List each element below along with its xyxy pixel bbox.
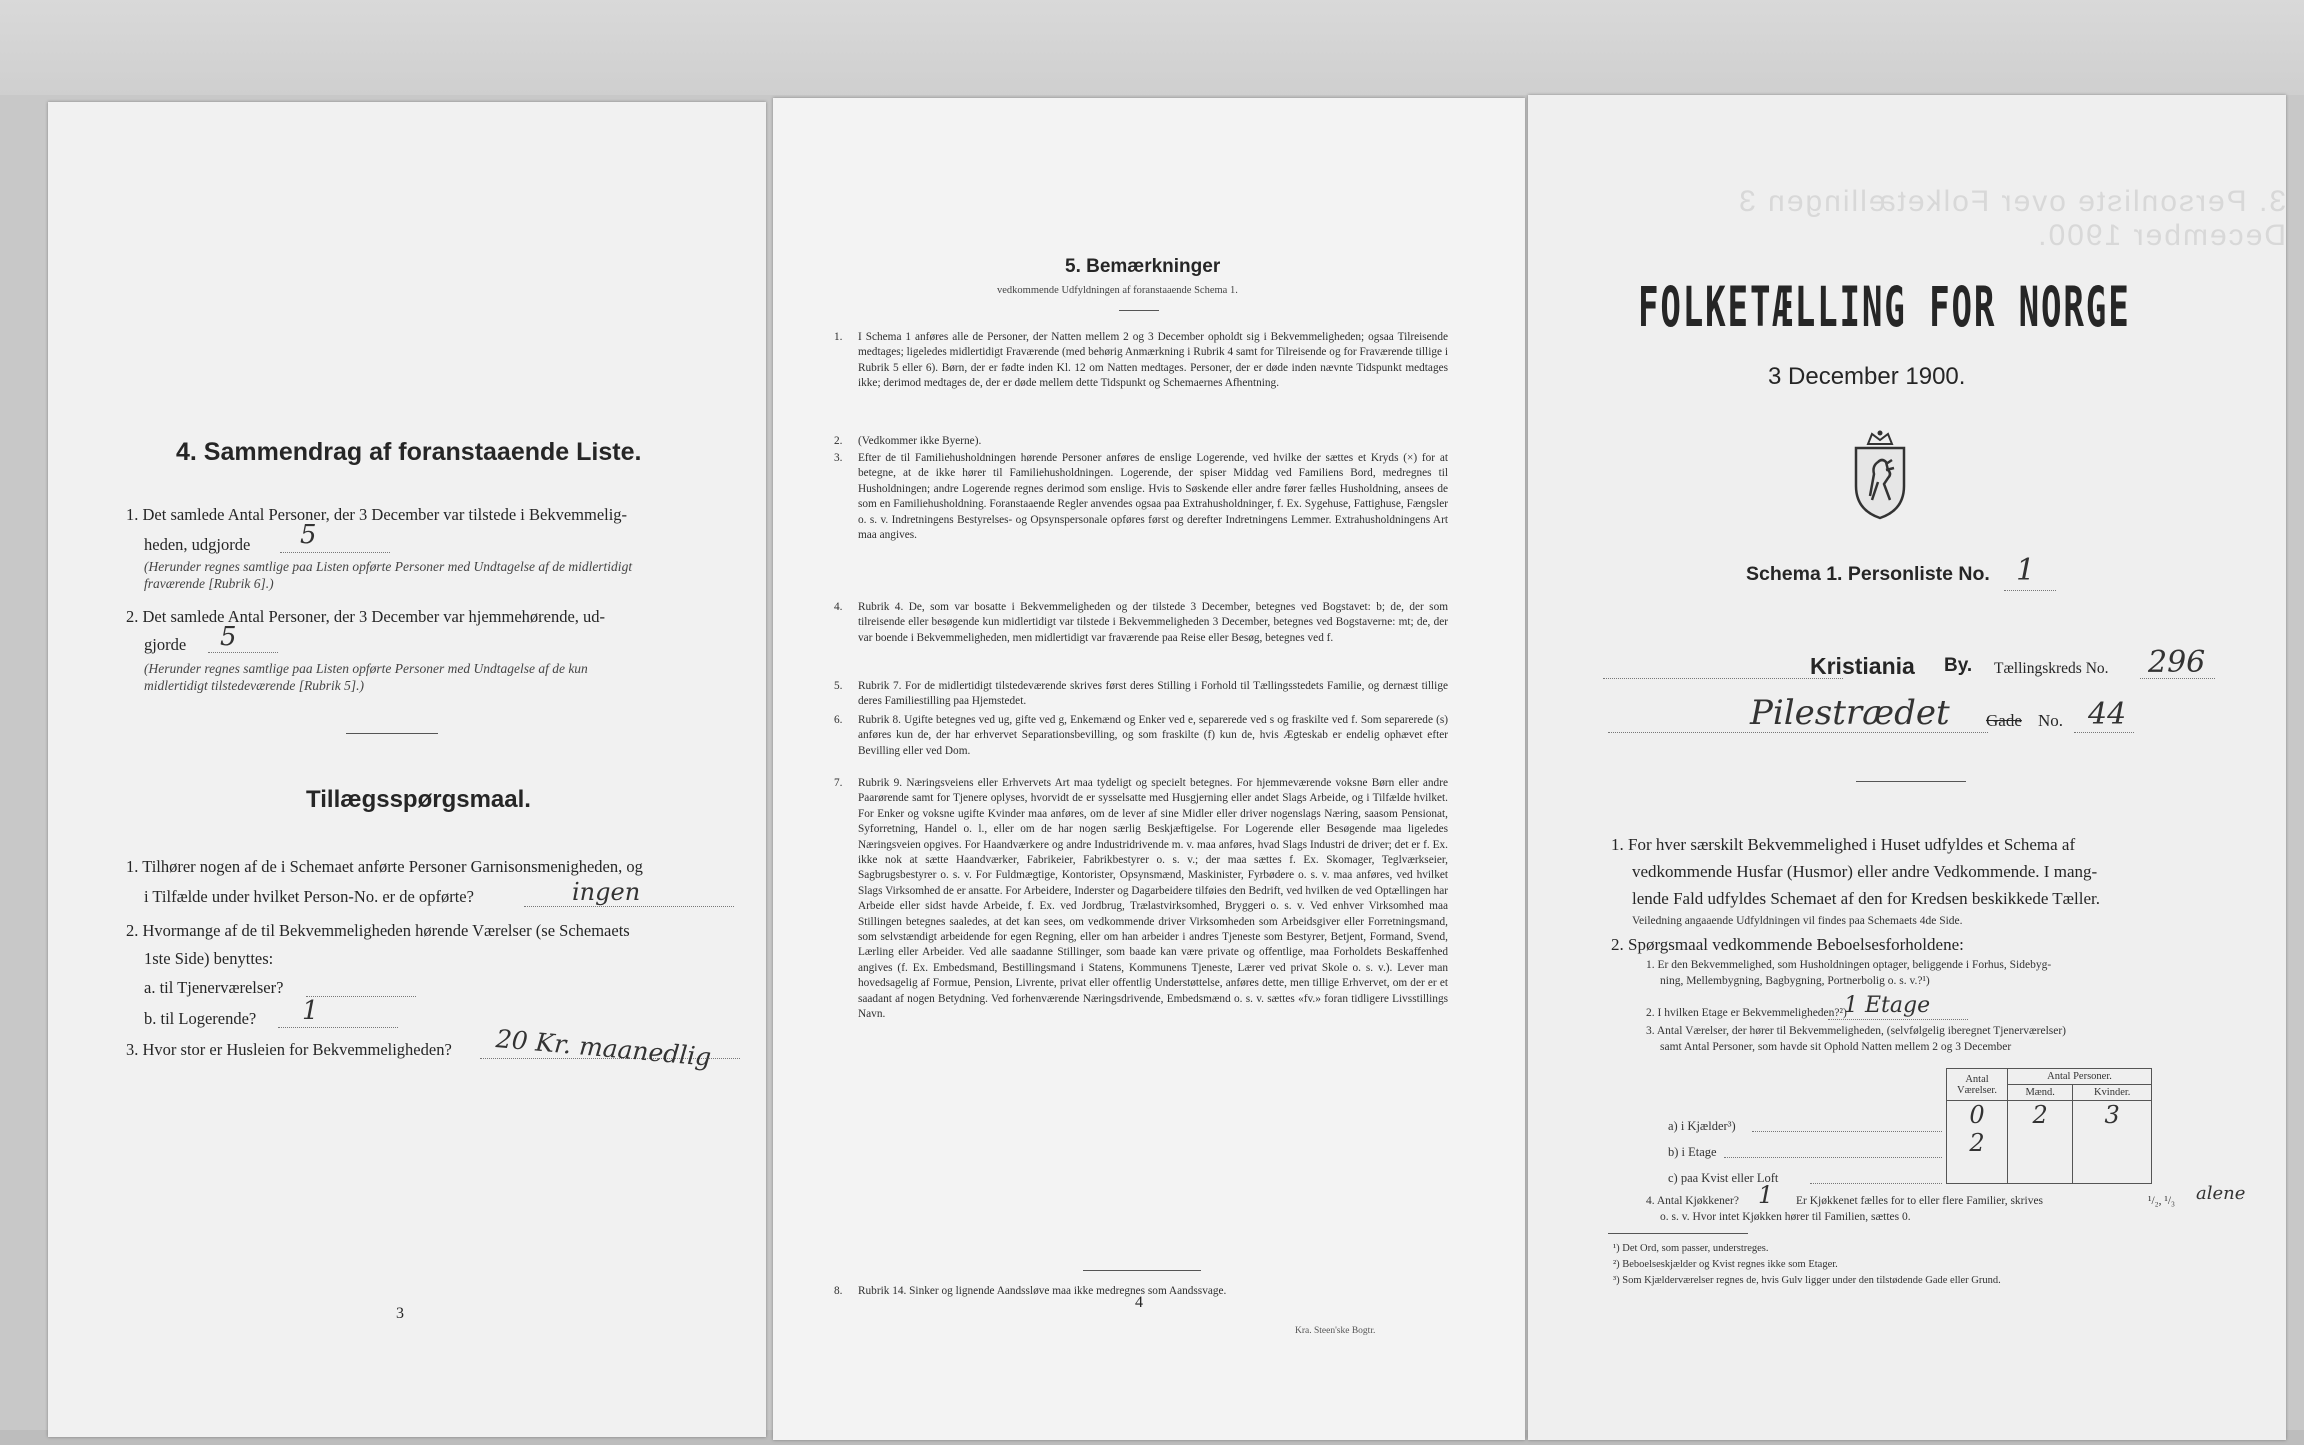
street-line <box>1608 732 1988 733</box>
header-women: Kvinder. <box>2073 1085 2152 1101</box>
row-b-label: b) i Etage <box>1668 1145 1717 1159</box>
p2-1-line1: 1. Er den Bekvemmelighed, som Husholdningen optager, beliggende i Forhus, Sidebyg- <box>1646 959 2052 971</box>
rooms-b: 2 <box>1947 1129 2008 1157</box>
schema-label: Schema 1. Personliste No. <box>1746 563 1990 585</box>
remark-text: Rubrik 7. For de midlertidigt tilstedeværende skrives først deres Stilling i Forhold til Tællingsstedets Familie, og dernæst tillige deres Familiestilling paa Hjemstedet. <box>858 680 1448 708</box>
remark-item-8 <box>834 1284 1448 1299</box>
t2-line2: 1ste Side) benyttes: <box>144 949 274 968</box>
remark-text: Efter de til Familiehusholdningen hørende Personer anføres de enslige Logerende, ved hvilke der sættes et Kryds (×) for at betegne, at de ikke hører til Familiehusholdningen. Logerende, der spiser Middag ved Familiens Bord, medregnes til Husholdningen; andre Logerende regnes derimod som enslige. Hvis to Søskende eller andre fører fælles Husholdning, ansees de som en Familiehusholdning. Foranstaaende Regler anvendes ogsaa paa Extrahusholdninger, f. Ex. Sygehuse, Fattighuse, Fængsler o. s. v. Indretningens Bestyrelses- og Opsynspersonale opføres først og derefter Indretningens Lemmer. Extrahusholdningens Art maa angives. <box>858 452 1448 542</box>
q1-line2: heden, udgjorde <box>144 535 251 554</box>
page-number: 4 <box>1135 1294 1143 1311</box>
remark-number: 7. <box>834 777 843 789</box>
women-b <box>2073 1129 2152 1157</box>
floor-answer-line <box>1828 1019 1968 1020</box>
row-c-label: c) paa Kvist eller Loft <box>1668 1171 1779 1185</box>
rooms-table <box>1946 1068 2152 1184</box>
header-men: Mænd. <box>2008 1085 2073 1101</box>
p1-line2: vedkommende Husfar (Husmor) eller andre Vedkommende. I mang- <box>1632 862 2098 881</box>
district-no: 296 <box>2148 645 2206 680</box>
t2b: b. til Logerende? <box>144 1009 257 1028</box>
background-top <box>0 0 2304 95</box>
title-rule <box>1119 310 1159 311</box>
p2-4-rest: Er Kjøkkenet fælles for to eller flere Familier, skrives <box>1796 1195 2044 1207</box>
q1-answer: 5 <box>300 520 317 550</box>
p2-3-line1: 3. Antal Værelser, der hører til Bekvemmeligheden, (selvfølgelig iberegnet Tjenerværelser) <box>1646 1025 2067 1037</box>
p1-note: Veiledning angaaende Udfyldningen vil findes paa Schemaets 4de Side. <box>1632 915 1963 927</box>
remark-number: 6. <box>834 714 843 726</box>
q1-line1: 1. Det samlede Antal Personer, der 3 December var tilstede i Bekvemmelig- <box>126 505 628 524</box>
remark-item-7 <box>834 776 1448 1023</box>
street-name: Pilestrædet <box>1750 693 1950 733</box>
p2-1-line2: ning, Mellembygning, Bagbygning, Portnerbolig o. s. v.?¹) <box>1660 975 1930 987</box>
house-no-label: No. <box>2038 711 2064 730</box>
men-b <box>2008 1129 2073 1157</box>
row-a-label: a) i Kjælder³) <box>1668 1119 1736 1133</box>
city-label: By. <box>1944 655 1973 676</box>
remark-text: Rubrik 9. Næringsveiens eller Erhvervets Art maa tydeligt og specielt betegnes. For hjemmeværende voksne Børn eller andre Paarørende samt for Tjenere oplyses, hvorvidt de er sysselsatte med Husgjerning eller andet Slags Arbeide, og i Tilfælde hvilket. For Enker og voksne ugifte Kvinder maa anføres, om de lever af sine Midler eller driver nogenslags Næring, saasom Pensionat, Syforretning, Handel o. l., eller om de har nogen særlig Beskjæftigelse. For Logerende eller Besøgende maa ligeledes Næringsveien opgives. For Haandværkere og andre Industridrivende m. v. maa anføres, hvad Slags Industri de driver; det er f. Ex. ikke nok at sætte Haandværker, Fabrikeier, Fabrikbestyrer o. s. v.; der maa sættes f. Ex. Skomager, Teglværkseier, Sagbrugsbestyrer o. s. v. For Fuldmægtige, Kontorister, Opsynsmænd, Maskinister, Fyrbødere o. s. v. maa anføres, ved hvilket Slags Virksomhed de er ansatte. For Arbeidere, Inderster og Dagarbeidere tilføies den Bedrift, ved hvilken de ved Optællingen har Arbeide eller sidst havde Arbeide, f. Ex. ved Jordbrug, Trælastvirksomhed, Bryggeri o. s. v. Ved enhver Virksomhed maa Stillingen betegnes saaledes, at det kan sees, om vedkommende driver Virksomheden som Arbeidsgiver eller Forretningsmand, som selvstændigt arbeidende for egen Regning, eller om han arbeider i andres Tjeneste som Bestyrer, Betjent, Formand, Svend, Lærling eller Arbeider. Ved alle saadanne Stillinger, som baade kan være private og offentlige, maa Forholdets Beskaffenhed angives (f. Ex. Embedsmand, Bestillingsmand i Statens, Kommunens Tjeneste, Lærer ved privat Skole o. s. v.). Lever man hovedsagelig af Formue, Pension, Livrente, privat eller offentlig Understøttelse, anføres dette, men tillige Erhvervet, om der er et saadant af nogen Betydning. Ved forhenværende Næringsdrivende, Embedsmænd o. s. v. sættes «fv.» foran tidligere Livsstillings Navn. <box>858 777 1448 1021</box>
house-no-line <box>2074 732 2134 733</box>
rooms-a: 0 <box>1947 1101 2008 1130</box>
p1-line3: lende Fald udfyldes Schemaet af den for Kredsen beskikkede Tæller. <box>1632 889 2100 908</box>
schema-no: 1 <box>2016 553 2036 588</box>
remark-number: 5. <box>834 680 843 692</box>
t2b-answer-line <box>278 1027 398 1028</box>
remark-item-1 <box>834 330 1448 392</box>
q2-line1: 2. Det samlede Antal Personer, der 3 December var hjemmehørende, ud- <box>126 607 606 626</box>
p2-2: 2. I hvilken Etage er Bekvemmeligheden?²) <box>1646 1007 1847 1019</box>
q2-answer: 5 <box>220 622 237 652</box>
remark-number: 1. <box>834 331 843 343</box>
q2-answer-line <box>208 652 278 653</box>
remark-item-6 <box>834 713 1448 759</box>
row-b-dots <box>1724 1157 1942 1158</box>
gade-label: Gade <box>1986 711 2022 730</box>
footnote-2: ²) Beboelseskjælder og Kvist regnes ikke som Etager. <box>1613 1259 1838 1270</box>
district-label: Tællingskreds No. <box>1994 660 2109 677</box>
t3: 3. Hvor stor er Husleien for Bekvemmeligheden? <box>126 1040 452 1059</box>
divider <box>1856 781 1966 782</box>
kitchen-answer2: alene <box>2196 1183 2246 1204</box>
t2a: a. til Tjenerværelser? <box>144 978 284 997</box>
remark-text: Rubrik 14. Sinker og lignende Aandssløve maa ikke medregnes som Aandssvage. <box>858 1285 1227 1297</box>
middle-page <box>773 98 1525 1440</box>
remark-number: 3. <box>834 452 843 464</box>
remark-number: 4. <box>834 601 843 613</box>
rooms-c <box>1947 1157 2008 1183</box>
q2-note1: (Herunder regnes samtlige paa Listen opførte Personer med Undtagelse af de kun <box>144 661 588 676</box>
t2a-answer-line <box>306 996 416 997</box>
divider <box>346 733 438 734</box>
header-rooms: Antal Værelser. <box>1947 1069 2008 1101</box>
p2-4-line1: 4. Antal Kjøkkener? <box>1646 1195 1739 1207</box>
page-number: 3 <box>396 1305 404 1322</box>
t1-answer-line <box>524 906 734 907</box>
remark-item-2 <box>834 434 1448 449</box>
kitchen-answer: 1 <box>1758 1181 1774 1209</box>
header-persons: Antal Personer. <box>2008 1069 2152 1085</box>
footnote-1: ¹) Det Ord, som passer, understreges. <box>1613 1243 1769 1254</box>
section-4-title: 4. Sammendrag af foranstaaende Liste. <box>176 438 642 466</box>
remark-text: Rubrik 8. Ugifte betegnes ved ug, gifte ved g, Enkemænd og Enker ved e, separerede ved s og fraskilte ved f. Som separerede (s) anføres kun de, der har erhvervet Separationsbevilling, og som fraskilte (f) kun de, hvis Ægteskab er endelig ophævet efter Bevilling eller ved Dom. <box>858 714 1448 757</box>
remark-text: I Schema 1 anføres alle de Personer, der Natten mellem 2 og 3 December opholdt sig i Bekvemmeligheden; ogsaa Tilreisende medtages; ligeledes midlertidigt Fraværende (med behørig Anmærkning i Rubrik 4 samt for Tilreisende og for Fraværende tillige i Rubrik 5 eller 6). Børn, der er fødte inden Kl. 12 om Natten medtages. Personer, der er døde inden nævnte Tidspunkt medtages ikke; derimod medtages de, der er døde mellem dette Tidspunkt og Schemaernes Afhentning. <box>858 331 1448 390</box>
t1-answer: ingen <box>572 878 641 906</box>
p2-3-line2: samt Antal Personer, som havde sit Ophold Natten mellem 2 og 3 December <box>1660 1041 2012 1053</box>
coat-of-arms-icon <box>1848 430 1912 522</box>
bottom-rule <box>1083 1270 1201 1271</box>
remark-item-5 <box>834 679 1448 710</box>
q1-answer-line <box>280 552 390 553</box>
p2-4-fraction: ¹/₂, ¹/₃ <box>2148 1195 2176 1207</box>
row-a-dots <box>1752 1131 1942 1132</box>
left-page <box>48 102 766 1437</box>
bleed-through-text: 3. Personliste over Folketællingen 3 December 1900. <box>1737 185 2286 252</box>
remark-item-3 <box>834 451 1448 543</box>
right-page <box>1528 95 2286 1440</box>
women-c <box>2073 1157 2152 1183</box>
remark-text: (Vedkommer ikke Byerne). <box>858 435 982 447</box>
t3-answer: 20 Kr. maanedlig <box>494 1024 713 1072</box>
t1-line1: 1. Tilhører nogen af de i Schemaet anførte Personer Garnisonsmenigheden, og <box>126 857 643 876</box>
p2-4-line2: o. s. v. Hvor intet Kjøkken hører til Familien, sættes 0. <box>1660 1211 1911 1223</box>
printer-mark: Kra. Steen'ske Bogtr. <box>1295 1326 1376 1336</box>
main-title: FOLKETÆLLING FOR NORGE <box>1638 275 2131 339</box>
p2-heading: 2. Spørgsmaal vedkommende Beboelsesforholdene: <box>1611 935 1964 954</box>
men-c <box>2008 1157 2073 1183</box>
q2-line2: gjorde <box>144 635 187 654</box>
t1-line2: i Tilfælde under hvilket Person-No. er de opførte? <box>144 887 474 906</box>
house-no: 44 <box>2088 697 2127 732</box>
city-name: Kristiania <box>1810 653 1915 679</box>
floor-answer: 1 Etage <box>1844 993 1931 1018</box>
t2-line1: 2. Hvormange af de til Bekvemmeligheden hørende Værelser (se Schemaets <box>126 921 630 940</box>
remark-number: 2. <box>834 435 843 447</box>
men-a: 2 <box>2008 1101 2073 1130</box>
remark-item-4 <box>834 600 1448 646</box>
q2-note2: midlertidigt tilstedeværende [Rubrik 5].) <box>144 678 364 693</box>
q1-note2: fraværende [Rubrik 6].) <box>144 576 274 591</box>
t2b-answer: 1 <box>302 996 319 1026</box>
p1-line1: 1. For hver særskilt Bekvemmelighed i Huset udfyldes et Schema af <box>1611 835 2076 854</box>
footnote-3: ³) Som Kjælderværelser regnes de, hvis Gulv ligger under den tilstødende Gade eller Grund. <box>1613 1275 2001 1286</box>
women-a: 3 <box>2073 1101 2152 1130</box>
remark-number: 8. <box>834 1285 843 1297</box>
tillaeg-title: Tillægsspørgsmaal. <box>306 786 531 813</box>
schema-no-line <box>2004 590 2056 591</box>
q1-note1: (Herunder regnes samtlige paa Listen opførte Personer med Undtagelse af de midlertidigt <box>144 559 633 574</box>
footnote-rule <box>1608 1233 1748 1234</box>
row-c-dots <box>1810 1183 1942 1184</box>
census-date: 3 December 1900. <box>1768 363 1966 390</box>
remark-text: Rubrik 4. De, som var bosatte i Bekvemmeligheden og der tilstede 3 December, betegnes ved Bogstavet: b; de, der som tilreisende eller besøgende kun midlertidigt var tilstede i Bekvemmeligheden 3 December, betegnes ved Bogstaverne: mt; de, der var boende i Bekvemmeligheden, men midlertidigt var fraværende paa Reise eller Besøg, betegnes ved f. <box>858 601 1448 644</box>
remarks-title: 5. Bemærkninger <box>1065 256 1221 277</box>
city-line-left <box>1603 678 1843 679</box>
remarks-subtitle: vedkommende Udfyldningen af foranstaaende Schema 1. <box>997 285 1238 296</box>
